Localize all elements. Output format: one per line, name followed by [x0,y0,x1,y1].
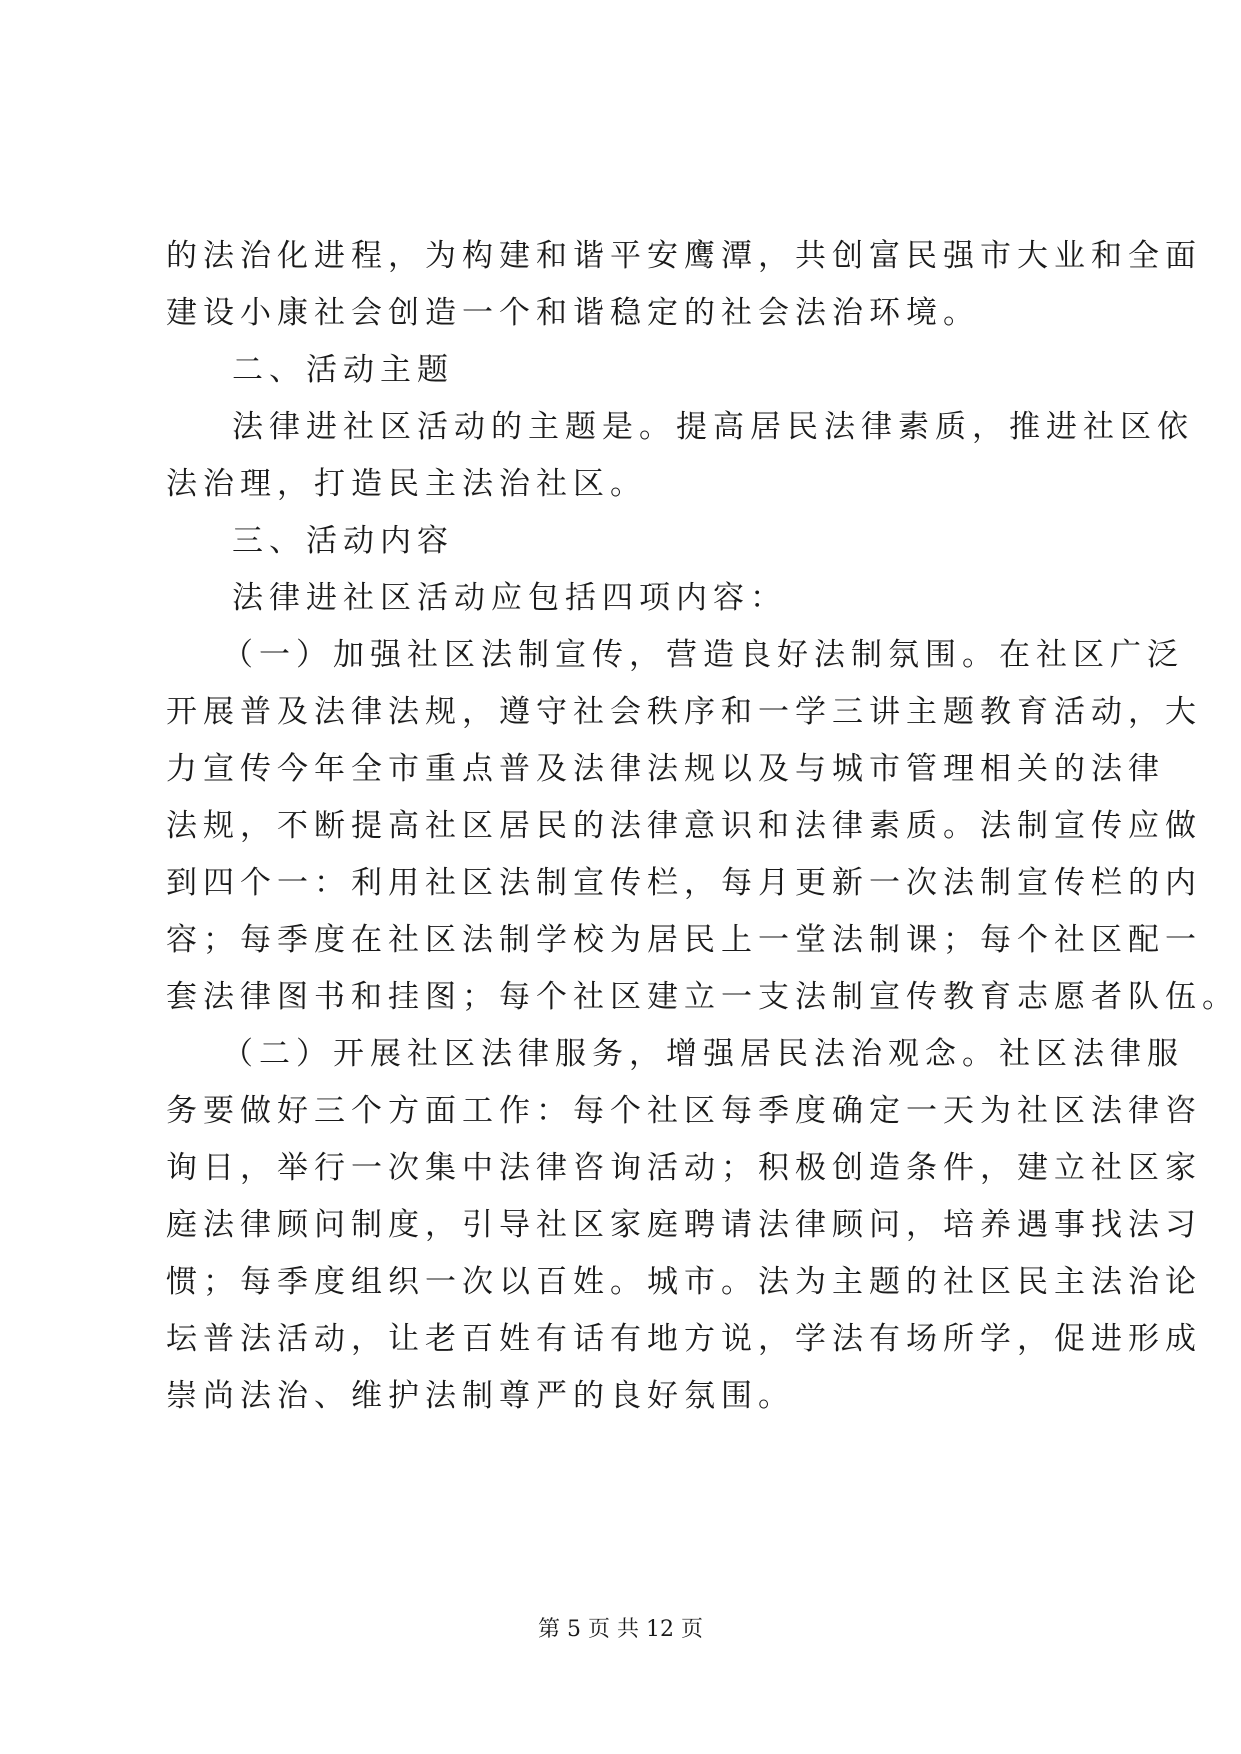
paragraph-line: 惯；每季度组织一次以百姓。城市。法为主题的社区民主法治论 [166,1264,1202,1300]
paragraph-line: 务要做好三个方面工作：每个社区每季度确定一天为社区法律咨 [166,1093,1202,1129]
paragraph-line: 的法治化进程，为构建和谐平安鹰潭，共创富民强市大业和全面 [166,238,1202,274]
paragraph-line: 法律进社区活动的主题是。提高居民法律素质，推进社区依 [232,409,1194,445]
paragraph-line: 套法律图书和挂图；每个社区建立一支法制宣传教育志愿者队伍。 [166,979,1239,1015]
paragraph-line: 法治理，打造民主法治社区。 [166,466,647,502]
section-heading: 二、活动主题 [232,352,454,388]
paragraph-line: 到四个一：利用社区法制宣传栏，每月更新一次法制宣传栏的内 [166,865,1202,901]
paragraph-line: 法律进社区活动应包括四项内容： [232,580,787,616]
section-heading: 三、活动内容 [232,523,454,559]
paragraph-line: （一）加强社区法制宣传，营造良好法制氛围。在社区广泛 [222,637,1184,673]
body-text [166,228,1239,1425]
page-number-footer: 第 5 页 共 12 页 [538,1617,703,1642]
paragraph-line: 法规，不断提高社区居民的法律意识和法律素质。法制宣传应做 [166,808,1202,844]
paragraph-line: 庭法律顾问制度，引导社区家庭聘请法律顾问，培养遇事找法习 [166,1207,1202,1243]
paragraph-line: 坛普法活动，让老百姓有话有地方说，学法有场所学，促进形成 [166,1321,1202,1357]
paragraph-line: 力宣传今年全市重点普及法律法规以及与城市管理相关的法律 [166,751,1165,787]
paragraph-line: 崇尚法治、维护法制尊严的良好氛围。 [166,1378,795,1414]
paragraph-line: 询日，举行一次集中法律咨询活动；积极创造条件，建立社区家 [166,1150,1202,1186]
paragraph-line: 开展普及法律法规，遵守社会秩序和一学三讲主题教育活动，大 [166,694,1202,730]
paragraph-line: （二）开展社区法律服务，增强居民法治观念。社区法律服 [222,1036,1184,1072]
paragraph-line: 建设小康社会创造一个和谐稳定的社会法治环境。 [166,295,980,331]
paragraph-line: 容；每季度在社区法制学校为居民上一堂法制课；每个社区配一 [166,922,1202,958]
